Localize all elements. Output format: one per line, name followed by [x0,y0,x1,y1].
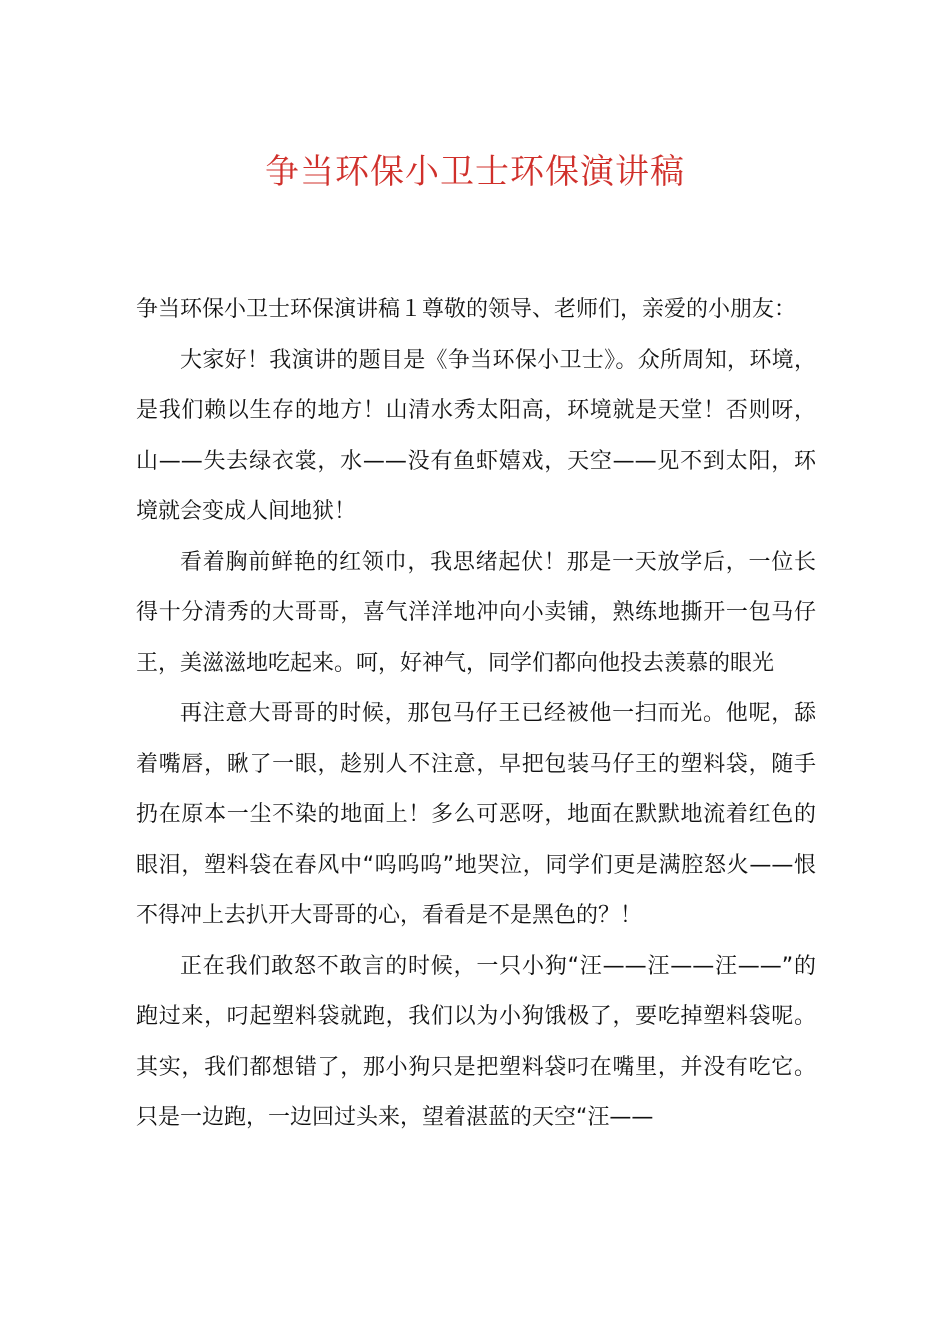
document-body [136,285,816,1144]
paragraph: 看着胸前鲜艳的红领巾，我思绪起伏！那是一天放学后，一位长得十分清秀的大哥哥，喜气洋洋地冲向小卖铺，熟练地撕开一包马仔王，美滋滋地吃起来。呵，好神气，同学们都向他投去羡慕的眼光 [136,549,816,676]
paragraph: 大家好！我演讲的题目是《争当环保小卫士》。众所周知，环境，是我们赖以生存的地方！山清水秀太阳高，环境就是天堂！否则呀，山——失去绿衣裳，水——没有鱼虾嬉戏，天空——见不到太阳，环境就会变成人间地狱！ [136,347,816,524]
paragraph: 正在我们敢怒不敢言的时候，一只小狗“汪——汪——汪——”的跑过来，叼起塑料袋就跑，我们以为小狗饿极了，要吃掉塑料袋呢。其实，我们都想错了，那小狗只是把塑料袋叼在嘴里，并没有吃它。只是一边跑，一边回过头来，望着湛蓝的天空“汪—— [136,953,816,1130]
paragraph-intro: 争当环保小卫士环保演讲稿１尊敬的领导、老师们，亲爱的小朋友： [136,297,797,322]
document-title: 争当环保小卫士环保演讲稿 [265,152,685,192]
paragraph: 再注意大哥哥的时候，那包马仔王已经被他一扫而光。他呢，舔着嘴唇，瞅了一眼，趁别人不注意，早把包装马仔王的塑料袋，随手扔在原本一尘不染的地面上！多么可恶呀，地面在默默地流着红色的眼泪，塑料袋在春风中“呜呜呜”地哭泣，同学们更是满腔怒火——恨不得冲上去扒开大哥哥的心，看看是不是黑色的？！ [136,701,816,928]
